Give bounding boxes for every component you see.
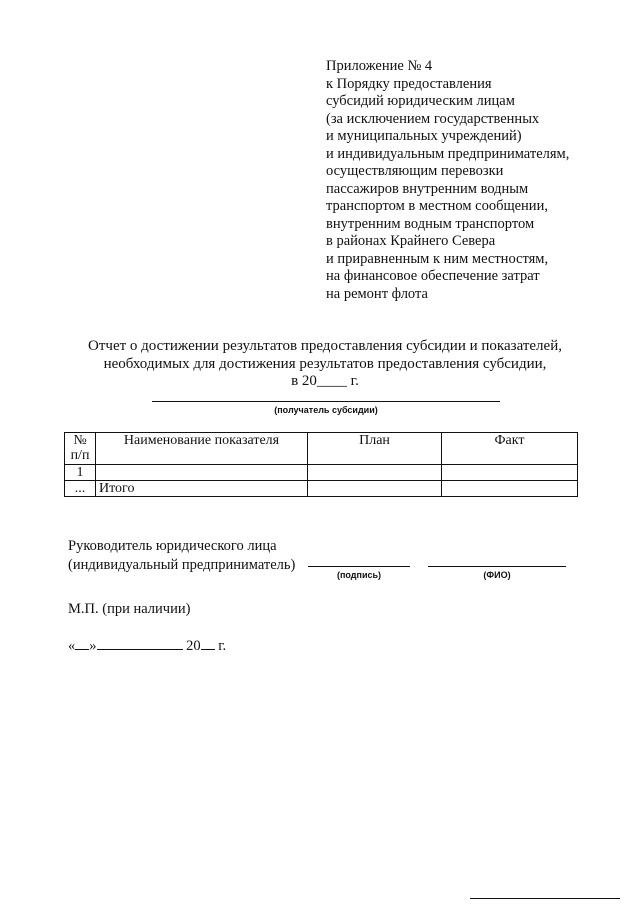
signature-underline [308,566,410,567]
recipient-underline [152,401,500,402]
appendix-line: (за исключением государственных [326,110,540,127]
appendix-line: субсидий юридическим лицам [326,93,515,109]
day-blank [75,637,89,650]
report-title-line-1: Отчет о достижении результатов предоставления субсидии и показателей, [88,338,562,354]
table-row [65,465,578,481]
header-indicator-name: Наименование показателя [96,433,308,465]
appendix-line: и муниципальных учреждений) [326,128,522,144]
cell-indicator-name: Итого [96,481,308,497]
appendix-line: транспортом в местном сообщении, [326,198,548,214]
report-year-line: в 20____ г. [291,373,359,389]
date-line [68,637,226,655]
fio-caption: (ФИО) [483,570,511,580]
cell-plan [308,481,442,497]
appendix-line: на ремонт флота [326,285,428,302]
appendix-block [326,58,569,303]
table-header-row [65,433,578,465]
appendix-line: внутренним водным транспортом [326,215,535,232]
month-blank [97,637,183,650]
header-number: № п/п [65,433,96,465]
appendix-line: осуществляющим перевозки [326,163,504,179]
appendix-line: в районах Крайнего Севера [326,233,496,249]
signature-block [68,537,295,575]
page-bottom-rule [470,898,620,899]
signature-line-1: Руководитель юридического лица [68,538,277,554]
report-title-line-2: необходимых для достижения результатов предоставления субсидии, [103,355,547,372]
appendix-line: на финансовое обеспечение затрат [326,268,540,284]
appendix-line: Приложение № 4 [326,58,433,74]
cell-plan [308,465,442,481]
date-open-quote: « [68,638,76,654]
year-prefix: 20 [186,638,201,654]
cell-fact [442,481,578,497]
cell-number: 1 [65,465,96,481]
appendix-line: пассажиров внутренним водным [326,180,529,197]
header-plan: План [308,433,442,465]
year-blank [201,637,215,650]
year-suffix: г. [218,638,227,654]
date-close-quote: » [89,638,97,654]
cell-number: ... [65,481,96,497]
cell-fact [442,465,578,481]
report-title [60,338,590,391]
signature-line-2: (индивидуальный предприниматель) [68,557,296,573]
signature-caption: (подпись) [336,570,382,580]
indicators-table [64,432,578,497]
stamp-note: М.П. (при наличии) [68,601,191,617]
table-row [65,481,578,497]
appendix-line: к Порядку предоставления [326,75,492,92]
header-fact: Факт [442,433,578,465]
appendix-line: и индивидуальным предпринимателям, [326,145,570,162]
cell-indicator-name [96,465,308,481]
recipient-caption: (получатель субсидии) [274,405,378,415]
appendix-line: и приравненным к ним местностям, [326,250,549,267]
fio-underline [428,566,566,567]
